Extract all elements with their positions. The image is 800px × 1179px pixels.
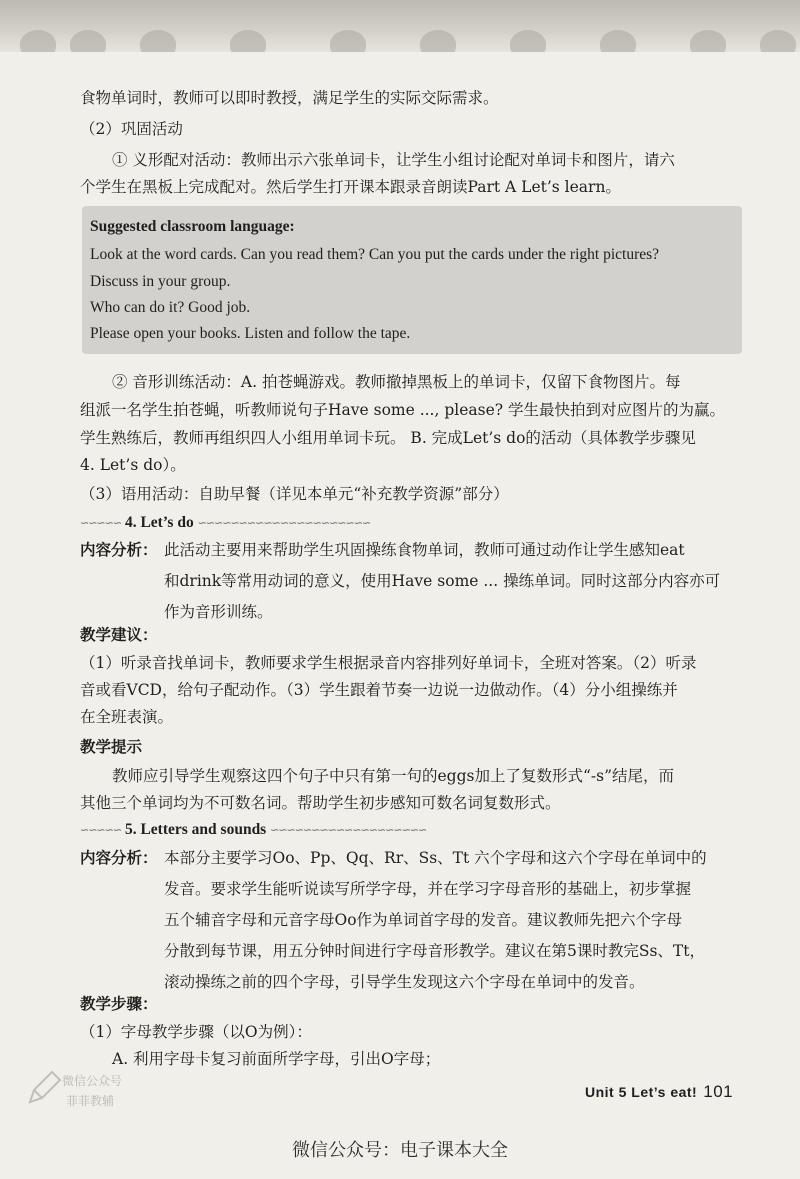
text-line: （1）听录音找单词卡，教师要求学生根据录音内容排列好单词卡，全班对答案。（2）听录 [80,654,697,672]
text-line: ② 音形训练活动：A. 拍苍蝇游戏。教师撤掉黑板上的单词卡，仅留下食物图片。每 [112,373,681,391]
teaching-suggestion-label: 教学建议： [80,625,158,644]
box-item: Look at the word cards. Can you read them? Can you put the cards under the right pictures? [90,246,660,263]
text-line: 个学生在黑板上完成配对。然后学生打开课本跟录音朗读Part A Let’s learn。 [80,178,621,196]
box-title: Suggested classroom language: [90,218,295,235]
text-line: 学生熟练后，教师再组织四人小组用单词卡玩。 B. 完成Let’s do的活动（具体教学步骤见 [80,429,696,447]
teaching-steps-label: 教学步骤： [80,994,158,1013]
page-number: 101 [703,1082,734,1101]
box-item: Discuss in your group. [90,273,231,290]
wave-ornament-left: ∽∽∽∽∽ [80,517,122,530]
wave-ornament-left: ∽∽∽∽∽ [80,824,122,837]
content-analysis-label: 内容分析： [80,540,158,559]
watermark [22,1062,140,1134]
text-line: 在全班表演。 [80,708,174,726]
text-line: 其他三个单词均为不可数名词。帮助学生初步感知可数名词复数形式。 [80,794,561,812]
text-line: 组派一名学生拍苍蝇，听教师说句子Have some ..., please? 学生最快拍到对应图片的为赢。 [80,401,725,419]
text-line: A. 利用字母卡复习前面所学字母，引出O字母； [112,1050,441,1068]
text-line: 食物单词时，教师可以即时教授，满足学生的实际交际需求。 [80,89,499,107]
text-line: 教师应引导学生观察这四个句子中只有第一句的eggs加上了复数形式“-s”结尾，而 [112,767,675,785]
bottom-caption: 微信公众号：电子课本大全 [292,1140,508,1161]
section-heading-lets-do: ∽∽∽∽∽ 4. Let’s do ∽∽∽∽∽∽∽∽∽∽∽∽∽∽∽∽∽∽∽∽∽ [80,514,371,531]
wave-ornament-right: ∽∽∽∽∽∽∽∽∽∽∽∽∽∽∽∽∽∽∽ [270,824,427,837]
unit-label: Unit 5 Let’s eat! [585,1084,698,1100]
subheading-consolidation: （2）巩固活动 [80,120,183,138]
subheading-pragmatic: （3）语用活动：自助早餐（详见本单元“补充教学资源”部分） [80,485,509,503]
section-heading-letters-sounds: ∽∽∽∽∽ 5. Letters and sounds ∽∽∽∽∽∽∽∽∽∽∽∽∽∽∽∽∽∽∽ [80,821,427,838]
box-item: Please open your books. Listen and follow the tape. [90,325,411,342]
teaching-tip-label: 教学提示 [80,737,143,756]
box-item: Who can do it? Good job. [90,299,251,316]
text-line: （1）字母教学步骤（以O为例）： [80,1023,312,1041]
watermark-text: 微信公众号 [62,1074,123,1088]
classroom-language-box [82,206,742,354]
page-footer [585,1082,733,1102]
content-analysis-label: 内容分析： [80,848,158,867]
watermark-text: 菲菲教辅 [66,1094,115,1108]
wave-ornament-right: ∽∽∽∽∽∽∽∽∽∽∽∽∽∽∽∽∽∽∽∽∽ [197,517,371,530]
text-line: 音或看VCD，给句子配动作。（3）学生跟着节奏一边说一边做动作。（4）分小组操练并 [80,681,678,699]
content-analysis-text: 本部分主要学习Oo、Pp、Qq、Rr、Ss、Tt 六个字母和这六个字母在单词中的 发音。要求学生能听说读写所学字母，并在学习字母音形的基础上，初步掌握 五个辅音字母和元音字母Oo作为单词首字母的发音。建议教师先把六个字母 分散到每节课，用五分钟时间进行字母音形教学。建议在第5课时教完Ss、Tt， 滚动操练之前的四个字母，引导学生发现这六个字母在单词中的发音。 [164,849,707,991]
pencil-icon [24,1068,64,1108]
text-line: ① 义形配对活动：教师出示六张单词卡，让学生小组讨论配对单词卡和图片，请六 [112,151,675,169]
content-analysis-text: 此活动主要用来帮助学生巩固操练食物单词，教师可通过动作让学生感知eat 和drink等常用动词的意义，使用Have some ... 操练单词。同时这部分内容亦可 作为音形训练。 [164,541,721,621]
text-line: 4. Let’s do）。 [80,456,186,474]
